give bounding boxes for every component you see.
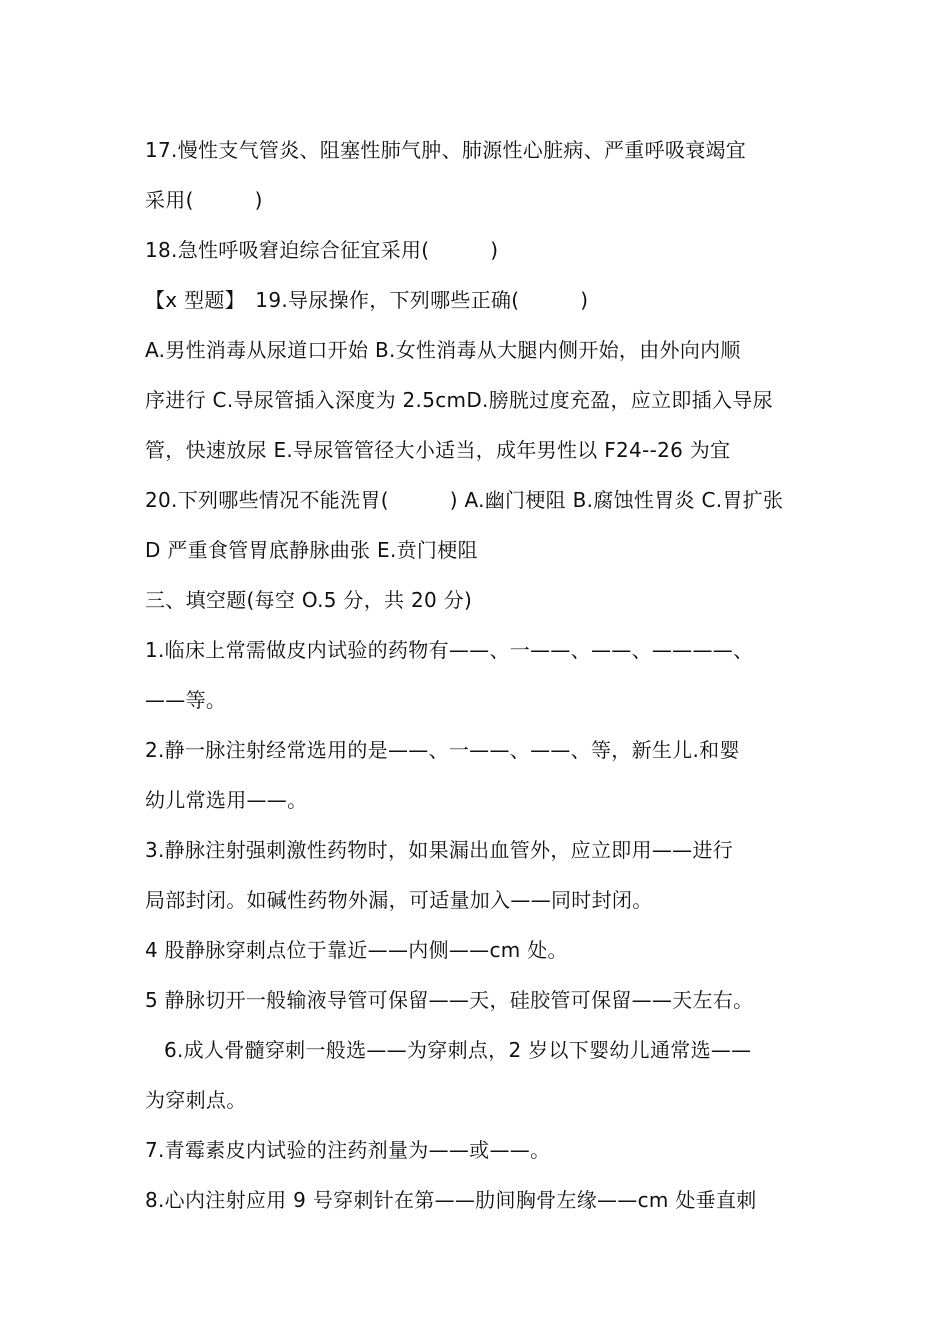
question-20-line-2: D 严重食管胃底静脉曲张 E.贲门梗阻	[145, 538, 478, 562]
question-17-line-1: 17.慢性支气管炎、阻塞性肺气肿、肺源性心脏病、严重呼吸衰竭宜	[145, 138, 747, 162]
question-19-options-line-2: 序进行 C.导尿管插入深度为 2.5cmD.膀胱过度充盈，应立即插入导尿	[145, 388, 773, 412]
fill-7: 7.青霉素皮内试验的注药剂量为——或——。	[145, 1138, 551, 1162]
question-19-options-line-3: 管，快速放尿 E.导尿管管径大小适当，成年男性以 F24--26 为宜	[145, 438, 731, 462]
fill-6-line-1: 6.成人骨髓穿刺一般选——为穿刺点，2 岁以下婴幼儿通常选——	[164, 1038, 752, 1062]
fill-1-line-2: ——等。	[145, 688, 227, 712]
fill-4: 4 股静脉穿刺点位于靠近——内侧——cm 处。	[145, 938, 568, 962]
fill-1-line-1: 1.临床上常需做皮内试验的药物有——、一——、——、————、	[145, 638, 754, 662]
fill-2-line-1: 2.静一脉注射经常选用的是——、一——、——、等，新生儿.和婴	[145, 738, 740, 762]
question-19-options-line-1: A.男性消毒从尿道口开始 B.女性消毒从大腿内侧开始，由外向内顺	[145, 338, 741, 362]
fill-8: 8.心内注射应用 9 号穿刺针在第——肋间胸骨左缘——cm 处垂直刺	[145, 1188, 757, 1212]
question-19: 【x 型题】 19.导尿操作，下列哪些正确( )	[145, 288, 589, 312]
question-18: 18.急性呼吸窘迫综合征宜采用( )	[145, 238, 499, 262]
section-heading-fill-in: 三、填空题(每空 O.5 分，共 20 分)	[145, 588, 473, 612]
fill-3-line-2: 局部封闭。如碱性药物外漏，可适量加入——同时封闭。	[145, 888, 653, 912]
fill-2-line-2: 幼儿常选用——。	[145, 788, 308, 812]
question-20-line-1: 20.下列哪些情况不能洗胃( ) A.幽门梗阻 B.腐蚀性胃炎 C.胃扩张	[145, 488, 784, 512]
fill-3-line-1: 3.静脉注射强刺激性药物时，如果漏出血管外，应立即用——进行	[145, 838, 734, 862]
question-17-line-2: 采用( )	[145, 188, 263, 212]
fill-6-line-2: 为穿刺点。	[145, 1088, 247, 1112]
fill-5: 5 静脉切开一般输液导管可保留——天，硅胶管可保留——天左右。	[145, 988, 754, 1012]
